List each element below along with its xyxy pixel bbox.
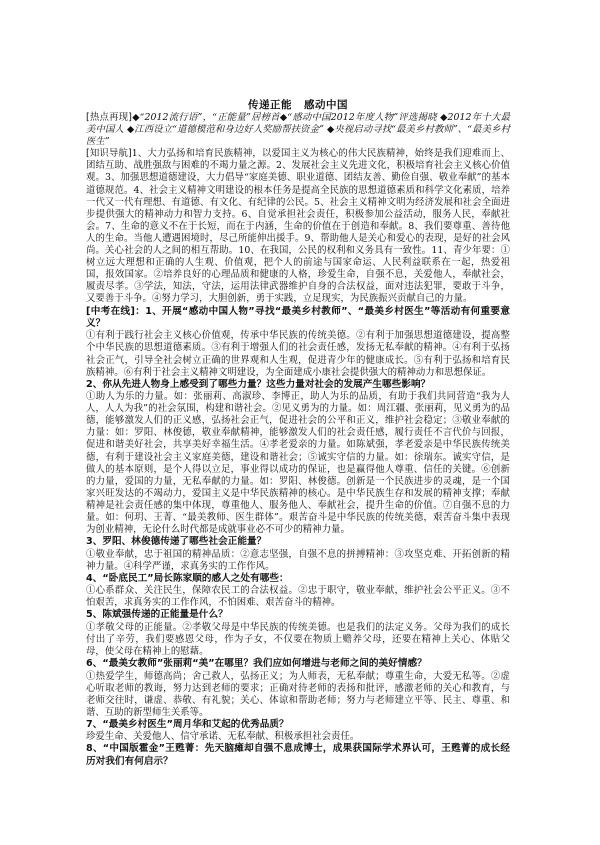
hot-review-text: ◆“2012流行语”，“正能量”居榜首◆“感动中国2012年度人物”评选揭晓 ◆2012年十大最美中国人 ◆江西设立“道德模范和身边好人奖励帮扶资金” ◆央视启动寻找“最美乡村教师”、“最美乡村医生” — [86, 112, 510, 148]
exam-label: [中考在线]： — [86, 305, 146, 317]
exam-question-3: 3、罗阳、林俊德传递了哪些社会正能量？ — [86, 536, 267, 548]
question-text: 1、开展“感动中国人物”寻找“最美乡村教师”、“最美乡村医生”等活动有何重要意义？ — [86, 305, 510, 329]
title-part-1: 传递正能 — [248, 99, 292, 111]
exam-answer-7: 珍爱生命、关爱他人、信守承诺、无私奉献、积极承担社会责任。 — [86, 731, 360, 743]
knowledge-paragraph — [86, 148, 510, 305]
page-title — [86, 98, 510, 112]
knowledge-text: 1、大力弘扬和培育民族精神，以爱国主义为核心的伟大民族精神，始终是我们迎难而上、团结互助、战胜强敌与困难的不竭力量之源。2、发展社会主义先进文化，积极培育社会主义核心价值观。3、加强思想道德建设，大力倡导“家庭美德、职业道德、团结友善、勤俭自强、敬业奉献”的基本道德规范。4、社会主义精神文明建设的根本任务是提高全民族的思想道德素质和科学文化素质，培养一代又一代有理想、有道德、有文化、有纪律的公民。5、社会主义精神文明为经济发展和社会全面进步提供强大的精神动力和智力支持。6、自觉承担社会责任，积极参加公益活动，服务人民，奉献社会。7、生命的意义不在于长短，而在于内涵，生命的价值在于创造和奉献。8、我们要尊重、善待他人的生命。当他人遭遇困境时，尽己所能伸出援手。9、帮助他人是关心和爱心的表现，是好的社会风尚。关心社会的人之间的相互帮助。10、在我国，公民的权利和义务具有一致性。11、青少年要：①树立远大理想和正确的人生观、价值观，把个人的前途与国家命运、人民利益联系在一起，热爱祖国，报效国家。②培养良好的心理品质和健康的人格，珍爱生命，自强不息，关爱他人，奉献社会，履责尽孝。③学法，知法，守法，运用法律武器维护自身的合法权益，面对违法犯罪，要敢于斗争，又要善于斗争。④努力学习，大胆创新，勇于实践，立足现实，为民族振兴贡献自己的力量。 — [86, 148, 510, 305]
title-part-2: 感动中国 — [304, 99, 348, 111]
hot-review-label: [热点再现] — [86, 112, 133, 123]
exam-question-6: 6、“最美女教师”张丽莉“美”在哪里？我们应如何增进与老师之间的美好情感？ — [86, 658, 427, 670]
exam-answer-1: ①有利于践行社会主义核心价值观，传承中华民族的传统美德。②有利于加强思想道德建设，提高整个中华民族的思想道德素质。③有利于增强人们的社会责任感，发扬无私奉献的精神。④有利于弘扬社会正气，引导全社会树立正确的世界观和人生观，促进青少年的健康成长。⑤有利于弘扬和培育民族精神。⑥有利于社会主义精神文明建设，为全面建成小康社会提供强大的精神动力和思想保证。 — [86, 330, 510, 378]
exam-question-8: 8、“中国版霍金”王甦菁：先天脑瘫却自强不息成博士，成果获国际学术界认可，王甦菁的成长经历对我们有何启示？ — [86, 743, 510, 767]
exam-answer-6: ①热爱学生，师德高尚；舍己救人，弘扬正义；为人师表，无私奉献；尊重生命，大爱无私等。②虚心听取老师的教诲，努力达到老师的要求；正确对待老师的表扬和批评，感激老师的关心和教育，与老师交往时，谦虚、恭敬、有礼貌；关心、体谅和帮助老师；努力与老师建立平等、民主、尊重、和谐、互助的新型师生关系等。 — [86, 670, 510, 718]
exam-question-1 — [86, 306, 510, 331]
hot-review-paragraph — [86, 112, 510, 148]
knowledge-label: [知识导航] — [86, 148, 132, 160]
exam-answer-2: ①助人为乐的力量。如：张丽莉、高淑珍、李博正，助人为乐的品质，有助于我们共同营造“我为人人，人人为我”的社会氛围，构建和谐社会。②见义勇为的力量。如：周江疆、张丽莉，见义勇为的品德，能够激发人们的正义感，弘扬社会正气，促进社会的公平和正义，维护社会稳定；③敬业奉献的力量：如：罗阳、林俊德，敬业奉献精神，能够激发人们的社会责任感，履行责任不言代价与回报，促进和谐美好社会，共享美好幸福生活。④孝老爱亲的力量。如陈斌强，孝老爱亲是中华民族传统美德，有利于建设社会主义家庭美德，建设和谐社会；⑤诚实守信的力量。如：徐瑞东。诚实守信，是做人的基本原则，是个人得以立足，事业得以成功的保证，也是赢得他人尊重、信任的关键。⑥创新的力量，爱国的力量，无私奉献的力量。如：罗阳、林俊德。创新是一个民族进步的灵魂，是一个国家兴旺发达的不竭动力，爱国主义是中华民族精神的核心。是中华民族生存和发展的精神支撑；奉献精神是社会责任感的集中体现，尊重他人、服务他人、奉献社会，提升生命的价值。⑦自强不息的力量。如：何玥、王菁、“最美教师、医生群体”。艰苦奋斗是中华民族的传统美德，艰苦奋斗集中表现为创业精神，无论什么时代都是成就事业必不可少的精神力量。 — [86, 391, 510, 536]
exam-question-5: 5、陈斌强传递的正能量是什么？ — [86, 609, 228, 621]
exam-answer-3: ①敬业奉献，忠于祖国的精神品质：②意志坚强，自强不息的拼搏精神：③攻坚克难、开拓创新的精神力量。④科学严谨，求真务实的工作作风。 — [86, 548, 510, 572]
exam-question-2: 2、你从先进人物身上感受到了哪些力量？这些力量对社会的发展产生哪些影响？ — [86, 378, 431, 390]
document-page — [86, 98, 510, 768]
exam-answer-5: ①孝敬父母的正能量。②孝敬父母是中华民族的传统美德。也是我们的法定义务。父母为我们的成长付出了辛劳，我们要感恩父母，作为子女，不仅要在物质上赡养父母，还要在精神上关心、体贴父母，使父母在精神上的慰藉。 — [86, 621, 510, 657]
exam-answer-4: ①心系群众、关注民生，保障农民工的合法权益。②忠于职守，敬业奉献，维护社会公平正义。③不怕艰苦，求真务实的工作作风，不怕困难、艰苦奋斗的精神。 — [86, 585, 510, 609]
exam-question-4: 4、“卧底民工”局长陈家顺的感人之处有哪些： — [86, 572, 289, 584]
exam-question-7: 7、“最美乡村医生”周月华和艾起的优秀品质？ — [86, 718, 289, 730]
